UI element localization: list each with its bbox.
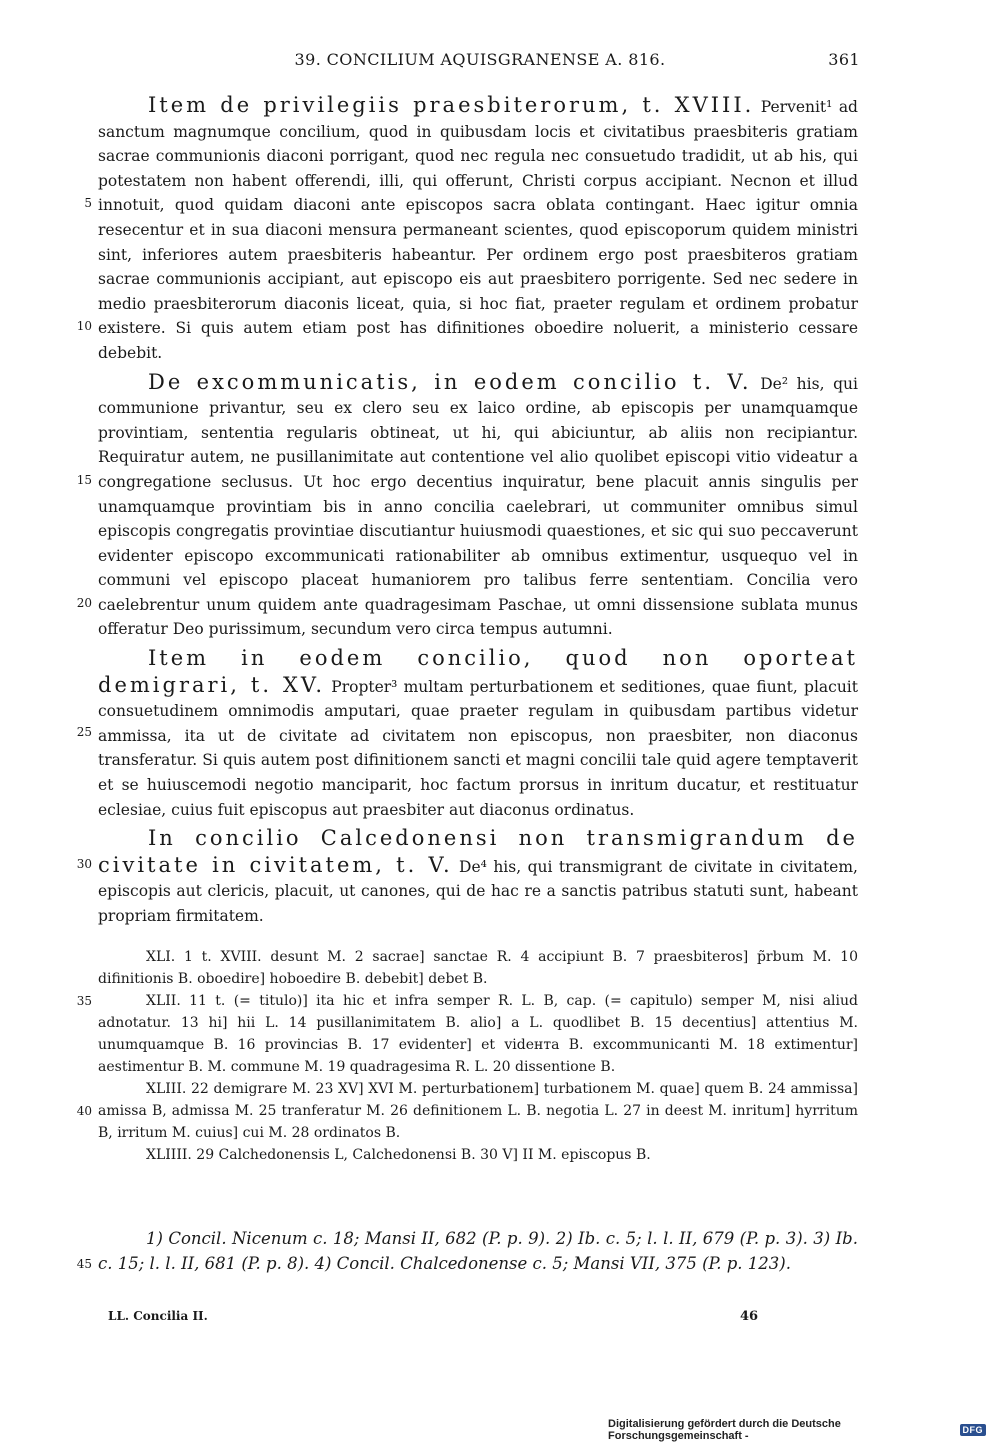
chapter-heading: Item in eodem concilio, quod non oporteat demigrari, t. XV. (98, 646, 858, 697)
line-number: 25 (76, 725, 92, 740)
chapter-text: Pervenit¹ ad sanctum magnumque concilium, quod in quibusdam locis et civitatibus praesbiteris gratiam sacrae communionis diaconi porrigant, quod nec regula nec consuetudo tradidit, ut ab his, qui potestatem non habent offerendi, illi, qui offerunt, Christi corpus accipiant. Necnon et illud innotuit, quod quidam diaconi ante episcopos sacra oblata contingant. Haec igitur omnia resecentur et in sua diaconi mensura permaneant scientes, quod episcoporum quidem ministri sint, inferiores autem praesbiteris habeantur. Per ordinem ergo post praesbiteros gratiam sacrae communionis accipiant, aut episcopo eis aut praesbitero porrigente. Sed nec sedere in medio praesbiterorum diaconis liceat, quia, si hoc fiat, praeter regulam et ordinem probatur existere. Si quis autem etiam post has difinitiones oboedire noluerit, a ministerio cessare debebit. (98, 98, 858, 362)
critical-apparatus (76, 946, 858, 1166)
running-title: 39. CONCILIUM AQUISGRANENSE A. 816. (294, 50, 666, 69)
chapter-xliii (76, 646, 858, 822)
chapter-text: Propter³ multam perturbationem et seditiones, quae fiunt, placuit consuetudinem omnimodis amputari, quae praeter regulam in quibusdam partibus videtur ammissa, ita ut de civitate ad civitatem non episcopus, non praesbiter, non diaconus transferatur. Si quis autem post difinitionem sancti et magni concilii tale quid agere temptaverit et se huiuscemodi negotio manciparit, hoc factum prorsus in inritum ducatur, et restituatur eclesiae, cuius fuit episcopus aut praesbiter aut diaconus ordinatus. (98, 677, 858, 819)
apparatus-entry: XLI. 1 t. XVIII. desunt M. 2 sacrae] sanctae R. 4 accipiunt B. 7 praesbiteros] p̃rbum M. 10 difinitionis B. oboedire] hoboedire B. debebit] debet B. (98, 949, 858, 987)
dfg-logo-icon: DFG (960, 1424, 987, 1436)
line-number: 5 (84, 196, 92, 210)
chapter-xliiii (76, 826, 858, 928)
apparatus-entry: XLII. 11 t. (= titulo)] ita hic et infra semper R. L. B, cap. (= capitulo) semper M, nisi aliud adnotatur. 13 hi] hii L. 14 pusillanimitatem B. alio] a L. quodlibet B. 15 decentius] attentius M. unumquamque B. 16 provincias B. 17 evidenter] et vidента B. excommunicanti M. 18 extimentur] aestimentur B. M. commune M. 19 quadragesima R. L. 20 dissentione B. (98, 993, 858, 1075)
page-number: 361 (828, 50, 860, 69)
line-number: 40 (76, 1104, 92, 1118)
footnotes (76, 1226, 858, 1276)
line-number: 15 (76, 472, 92, 487)
line-number: 35 (76, 994, 92, 1008)
signature-mark: LL. Concilia II. (108, 1309, 208, 1323)
chapter-text: De⁴ his, qui transmigrant de civitate in civitatem, episcopis aut clericis, placuit, ut canones, qui de hac re a sanctis patribus statuti sunt, habeant propriam firmitatem. (98, 857, 858, 925)
line-number: 45 (76, 1257, 92, 1271)
digitization-text: Digitalisierung gefördert durch die Deutsche Forschungsgemeinschaft - (608, 1418, 841, 1442)
line-number: 20 (76, 595, 92, 610)
apparatus-entry: XLIIII. 29 Calchedonensis L, Calchedonensi B. 30 V] II M. episcopus B. (146, 1147, 651, 1163)
chapter-text: De² his, qui communione privantur, seu ex clero seu ex laico ordine, ab episcopis per unamquamque provintiam, sententia regularis obtineat, ut hi, qui abiciuntur, ab aliis non recipiantur. Requiratur autem, ne pusillanimitate aut contentione vel alio quolibet episcopi vitio videatur a congregatione seclusus. Ut hoc ergo decentius inquiratur, bene placuit annis singulis per unamquamque provintiam bis in anno concilia caelebrari, ut communiter omnibus simul episcopis congregatis provintiae discutiantur huiusmodi quaestiones, et sic qui suo peccaverunt evidenter episcopo excommunicati rationabiliter ab omnibus extimentur, usquequo vel in communi vel episcopo placeat humaniorem pro talibus ferre sententiam. Concilia vero caelebrentur unum quidem ante quadragesimam Paschae, ut omni dissensione sublata munus offeratur Deo purissimum, secundum vero circa tempus autumni. (98, 374, 858, 639)
apparatus-entry: XLIII. 22 demigrare M. 23 XV] XVI M. perturbationem] turbationem M. quae] quem B. 24 ammissa] amissa B, admissa M. 25 tranferatur M. 26 definitionem L. B. negotia L. 27 in deest M. inritum] hyrritum B, irritum M. cuius] cui M. 28 ordinatos B. (98, 1081, 858, 1141)
main-text (76, 93, 858, 933)
chapter-xli (76, 93, 858, 366)
chapter-heading: De excommunicatis, in eodem concilio t. V. (148, 369, 752, 394)
footnote-text: 1) Concil. Nicenum c. 18; Mansi II, 682 (P. p. 9). 2) Ib. c. 5; l. l. II, 679 (P. p. 3). 3) Ib. c. 15; l. l. II, 681 (P. p. 8). 4) Concil. Chalcedonense c. 5; Mansi VII, 375 (P. p. 123). (98, 1229, 858, 1273)
chapter-xlii (76, 369, 858, 643)
sheet-number: 46 (740, 1309, 759, 1324)
chapter-heading: In concilio Calcedonensi non transmigrandum de civitate in civitatem, t. V. (98, 826, 858, 877)
line-number: 10 (76, 319, 92, 333)
line-number: 30 (76, 857, 92, 872)
digitization-credit (608, 1418, 986, 1442)
chapter-heading: Item de privilegiis praesbiterorum, t. XVIII. (148, 93, 755, 117)
running-head (100, 50, 860, 74)
